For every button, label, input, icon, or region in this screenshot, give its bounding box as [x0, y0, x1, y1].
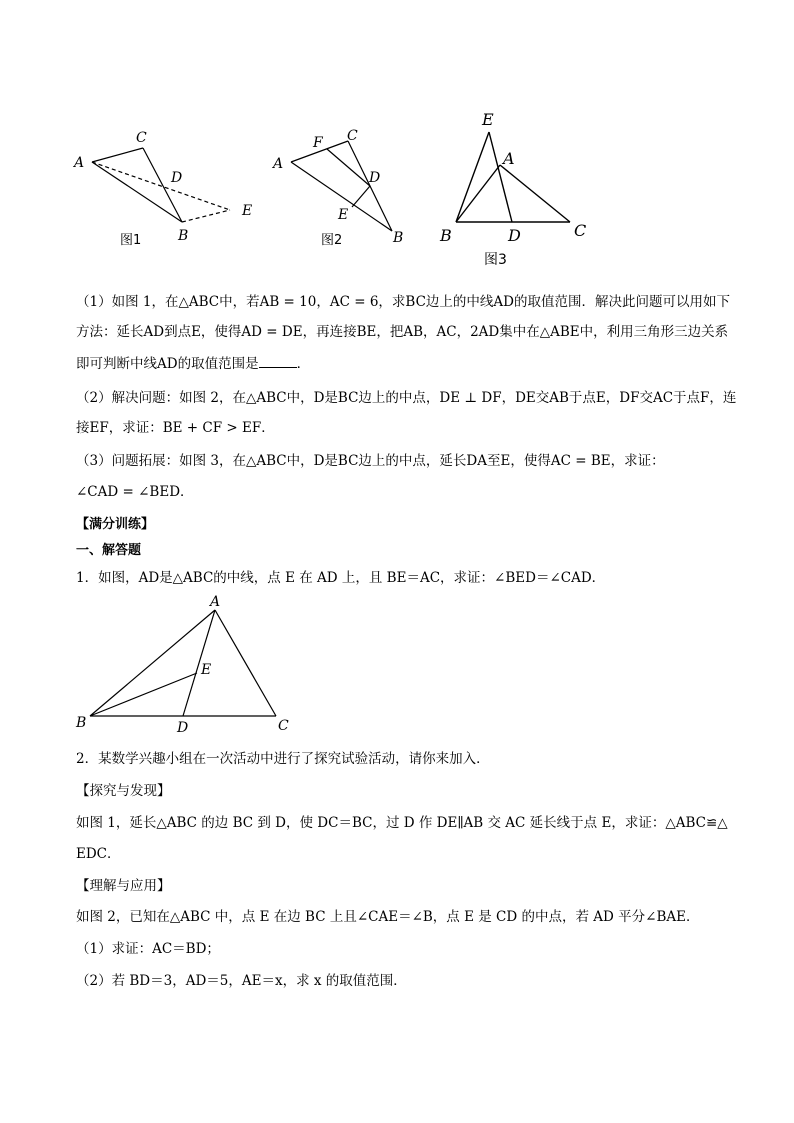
- fig1-segment-be: [182, 210, 230, 222]
- fig3-label-e: E: [482, 110, 494, 129]
- intro-p3-line1: （3）问题拓展：如图 3，在△ABC中，D是BC边上的中点，延长DA至E，使得AC = BE，求证：: [76, 453, 665, 469]
- fig3-segment-ed: [489, 132, 512, 222]
- q1-text: 1．如图，AD是△ABC的中线，点 E 在 AD 上，且 BE＝AC，求证：∠BED＝∠CAD．: [76, 570, 606, 586]
- fig1-label-c: C: [136, 130, 147, 146]
- fig3-label-b: B: [440, 226, 452, 245]
- intro-p2-line1: （2）解决问题：如图 2，在△ABC中，D是BC边上的中点，DE ⊥ DF，DE交AB于点E，DF交AC于点F，连: [76, 390, 737, 406]
- fig1-segment-ab: [92, 162, 182, 222]
- fig2-label-d: D: [369, 170, 381, 186]
- q1-segment-ab: [90, 610, 215, 716]
- section-title: 【满分训练】: [76, 517, 155, 532]
- fig3-segment-ba: [456, 165, 500, 222]
- figure-2: [265, 118, 425, 253]
- fig1-segment-ae: [92, 162, 230, 210]
- q2-explore-line1: 如图 1，延长△ABC 的边 BC 到 D，使 DC＝BC，过 D 作 DE∥AB 交 AC 延长线于点 E，求证：△ABC≌△: [76, 815, 728, 831]
- q2-heading-apply: 【理解与应用】: [76, 878, 171, 894]
- q2-heading-explore: 【探究与发现】: [76, 783, 171, 799]
- intro-p1-line3-end: ．: [296, 356, 311, 372]
- q1-segment-ac: [215, 610, 276, 716]
- fig2-label-b: B: [393, 230, 404, 246]
- fig3-label-d: D: [508, 226, 521, 245]
- q1-label-b: B: [76, 715, 87, 731]
- q2-subquestion-1: （1）求证：AC＝BD；: [76, 941, 220, 957]
- q1-label-d: D: [177, 720, 189, 736]
- q2-intro: 2．某数学兴趣小组在一次活动中进行了探究试验活动，请你来加入．: [76, 751, 490, 767]
- intro-p1-line3: [76, 353, 310, 374]
- intro-p1-line3-text: 即可判断中线AD的取值范围是: [76, 356, 259, 372]
- fig3-caption: 图3: [484, 252, 507, 268]
- q2-subquestion-2: （2）若 BD＝3，AD＝5，AE＝x，求 x 的取值范围．: [76, 973, 407, 989]
- fig1-caption: 图1: [120, 233, 142, 248]
- fig2-segment-de: [352, 186, 370, 207]
- fig2-label-a: A: [273, 156, 284, 172]
- intro-p1-line1: （1）如图 1，在△ABC中，若AB = 10，AC = 6，求BC边上的中线AD的取值范围．解决此问题可以用如下: [76, 294, 730, 310]
- section-subtitle: 一、解答题: [76, 543, 142, 558]
- q1-figure: [70, 594, 300, 739]
- fig1-label-d: D: [171, 170, 183, 186]
- q2-apply-text: 如图 2，已知在△ABC 中，点 E 在边 BC 上且∠CAE＝∠B，点 E 是 CD 的中点，若 AD 平分∠BAE．: [76, 909, 700, 925]
- answer-blank: [259, 353, 297, 368]
- intro-p1-line2: 方法：延长AD到点E，使得AD = DE，再连接BE，把AB，AC，2AD集中在△ABE中，利用三角形三边关系: [76, 324, 729, 340]
- fig1-label-b: B: [178, 228, 189, 244]
- fig1-segment-ac: [92, 148, 143, 162]
- fig2-caption: 图2: [321, 233, 343, 248]
- q1-label-c: C: [278, 718, 289, 734]
- q1-segment-be: [90, 673, 197, 716]
- fig2-label-c: C: [347, 128, 358, 144]
- intro-p3-line2: ∠CAD = ∠BED．: [76, 484, 194, 500]
- fig3-label-a: A: [503, 149, 515, 168]
- fig2-label-f: F: [313, 135, 323, 151]
- q1-label-e: E: [201, 662, 212, 678]
- fig1-label-e: E: [242, 203, 253, 219]
- q1-label-a: A: [210, 594, 221, 610]
- figure-1: [60, 118, 270, 253]
- figure-3: [432, 104, 602, 274]
- fig2-label-e: E: [338, 207, 349, 223]
- q2-explore-line2: EDC．: [76, 846, 121, 862]
- fig1-label-a: A: [74, 155, 85, 171]
- intro-p2-line2: 接EF，求证：BE + CF > EF．: [76, 420, 275, 436]
- fig3-label-c: C: [574, 221, 587, 240]
- fig2-segment-fd: [327, 149, 370, 186]
- fig3-segment-be: [456, 132, 489, 222]
